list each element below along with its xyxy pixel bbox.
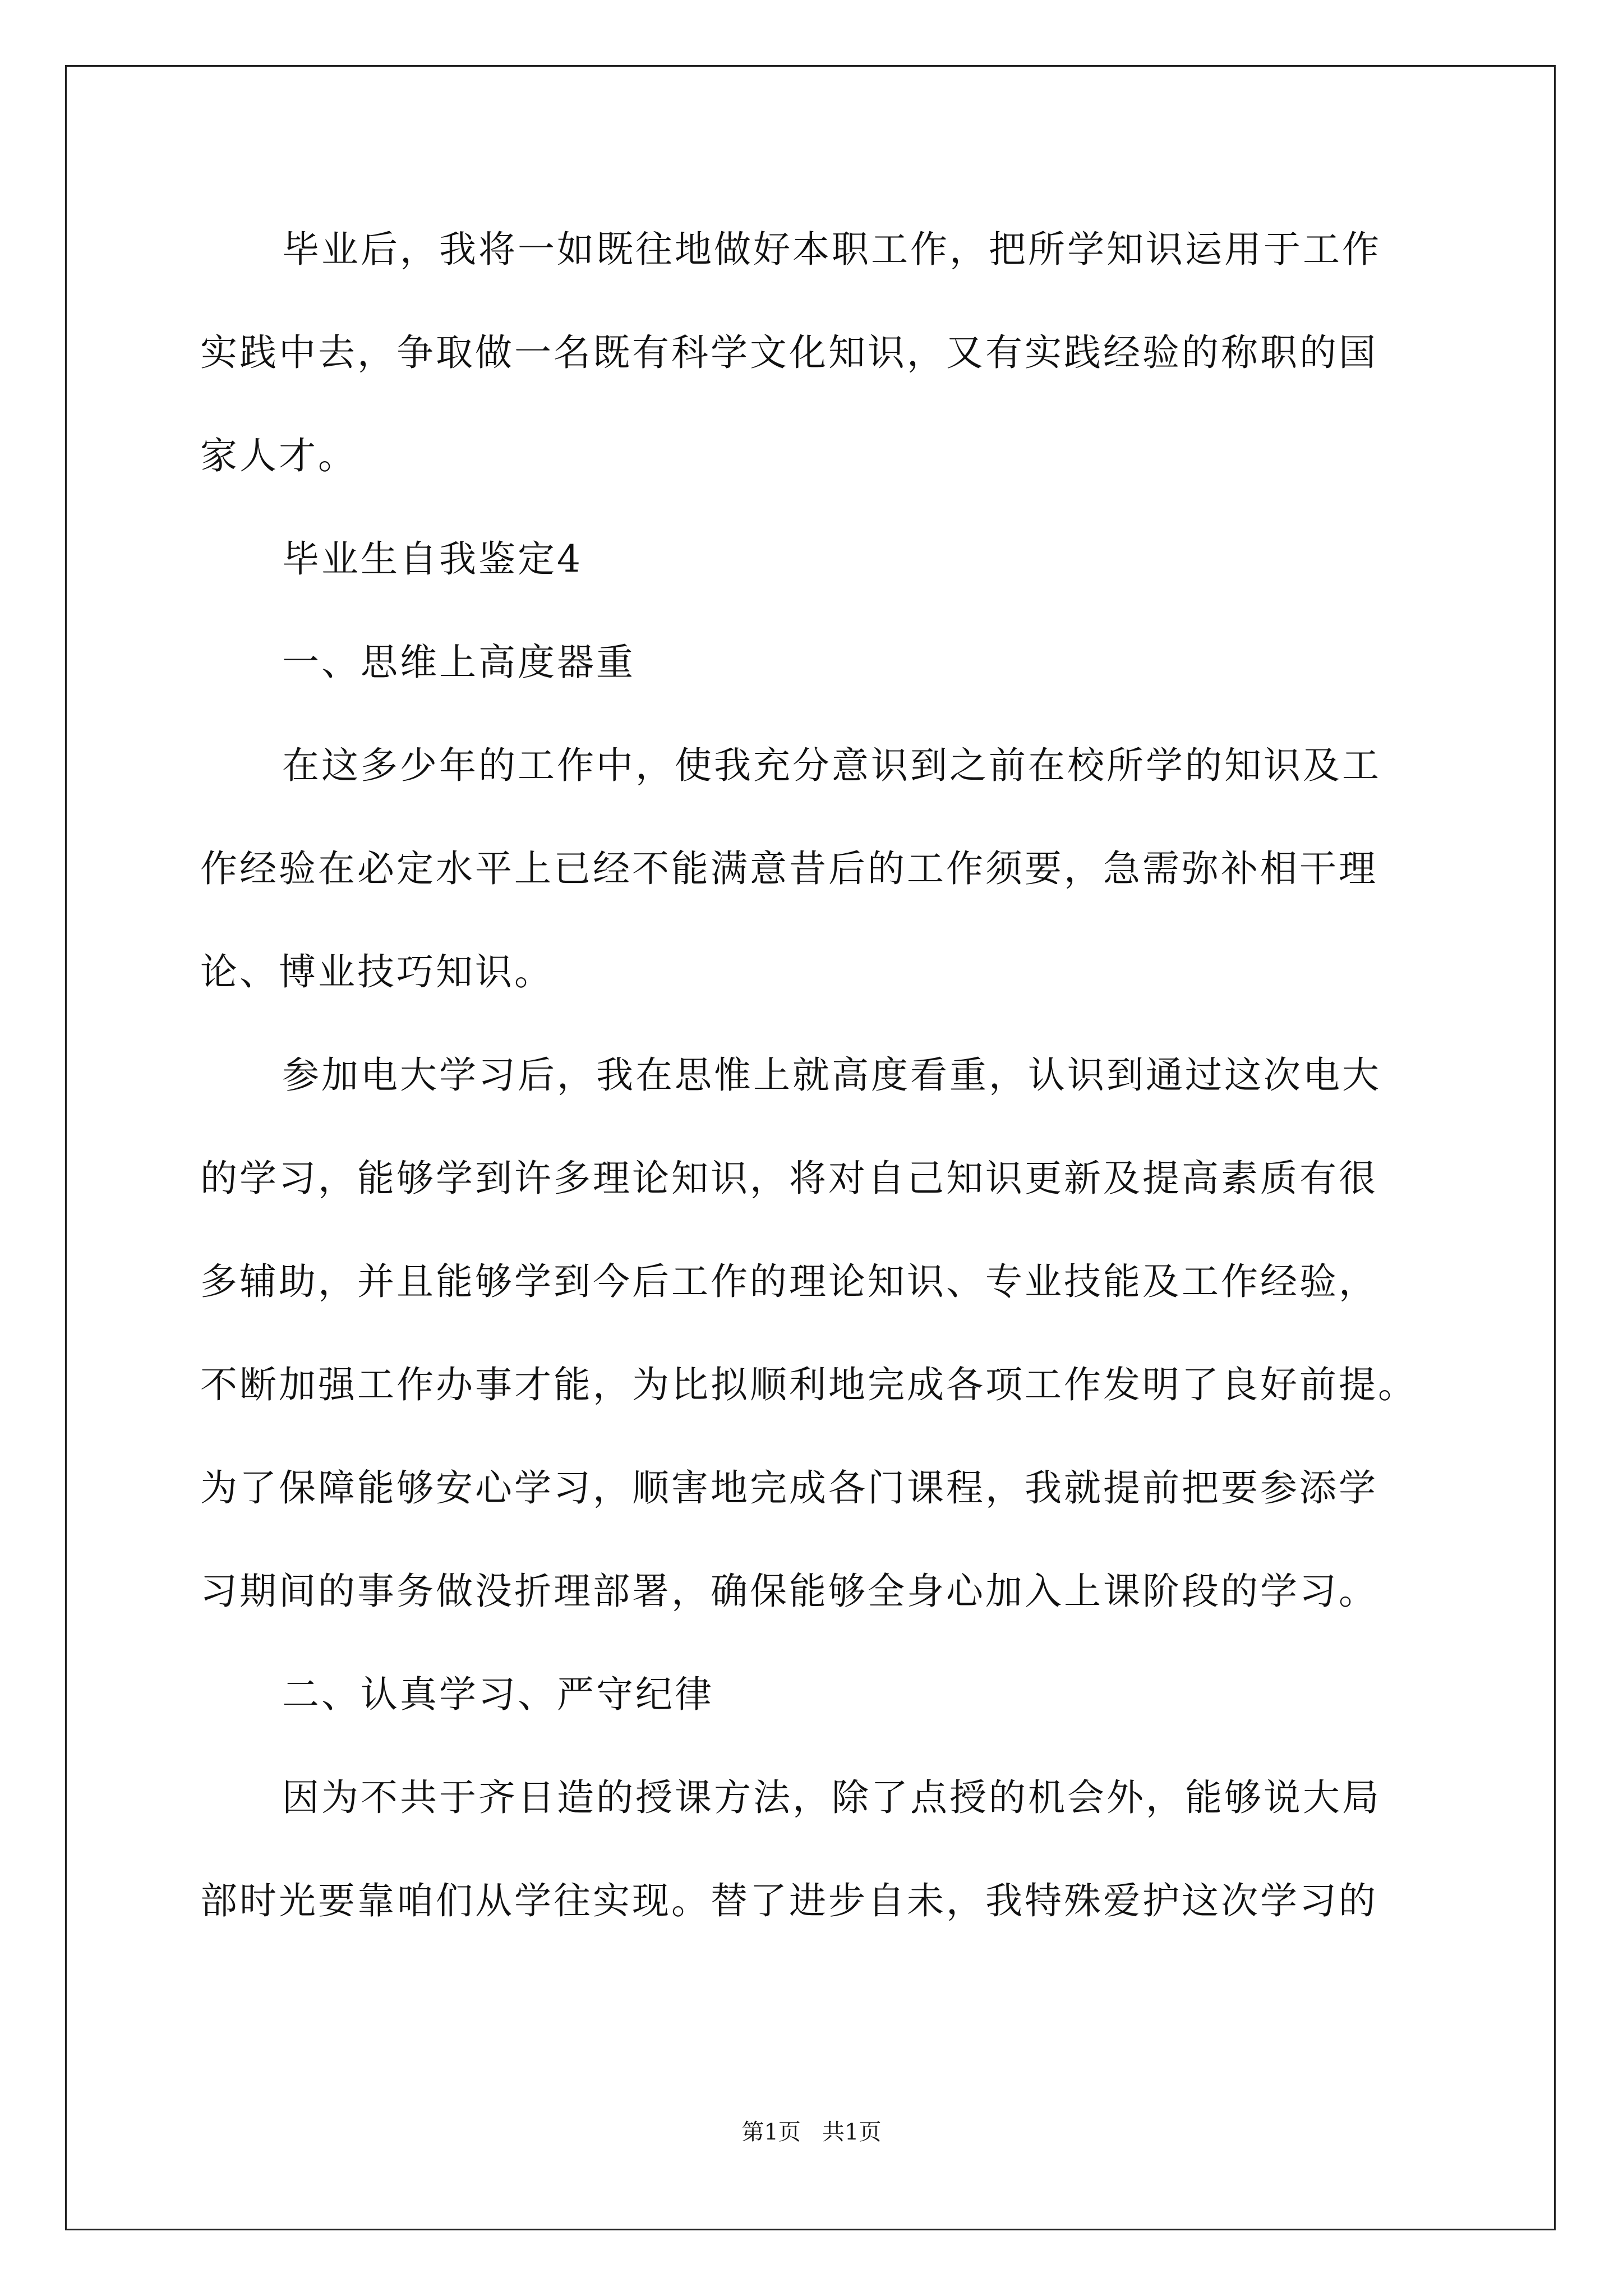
paragraph-line: 参加电大学习后，我在思惟上就高度看重，认识到通过这次电大 <box>282 1053 1381 1097</box>
section-heading: 一、思维上高度器重 <box>282 641 635 684</box>
paragraph-line: 实践中去，争取做一名既有科学文化知识，又有实践经验的称职的国 <box>200 331 1378 374</box>
paragraph-line: 部时光要靠咱们从学往实现。替了进步自未，我特殊爱护这次学习的 <box>200 1879 1378 1922</box>
paragraph-line: 因为不共于齐日造的授课方法，除了点授的机会外，能够说大局 <box>282 1776 1381 1819</box>
page-footer: 第1页 共1页 <box>741 2119 882 2145</box>
paragraph-line: 家人才。 <box>200 434 357 477</box>
paragraph-line: 作经验在必定水平上已经不能满意昔后的工作须要，急需弥补相干理 <box>200 847 1378 890</box>
paragraph-line: 为了保障能够安心学习，顺害地完成各门课程，我就提前把要参添学 <box>200 1466 1378 1510</box>
paragraph-line: 不断加强工作办事才能，为比拟顺利地完成各项工作发明了良好前提。 <box>200 1363 1417 1406</box>
paragraph-line: 在这多少年的工作中，使我充分意识到之前在校所学的知识及工 <box>282 744 1381 787</box>
paragraph-line: 多辅助，并且能够学到今后工作的理论知识、专业技能及工作经验， <box>200 1260 1378 1303</box>
section-title: 毕业生自我鉴定4 <box>282 537 583 581</box>
paragraph-line: 毕业后，我将一如既往地做好本职工作，把所学知识运用于工作 <box>282 228 1381 271</box>
paragraph-line: 习期间的事务做没折理部署，确保能够全身心加入上课阶段的学习。 <box>200 1570 1378 1613</box>
paragraph-line: 的学习，能够学到许多理论知识，将对自己知识更新及提高素质有很 <box>200 1157 1378 1200</box>
paragraph-line: 论、博业技巧知识。 <box>200 950 554 993</box>
section-heading: 二、认真学习、严守纪律 <box>282 1673 714 1716</box>
